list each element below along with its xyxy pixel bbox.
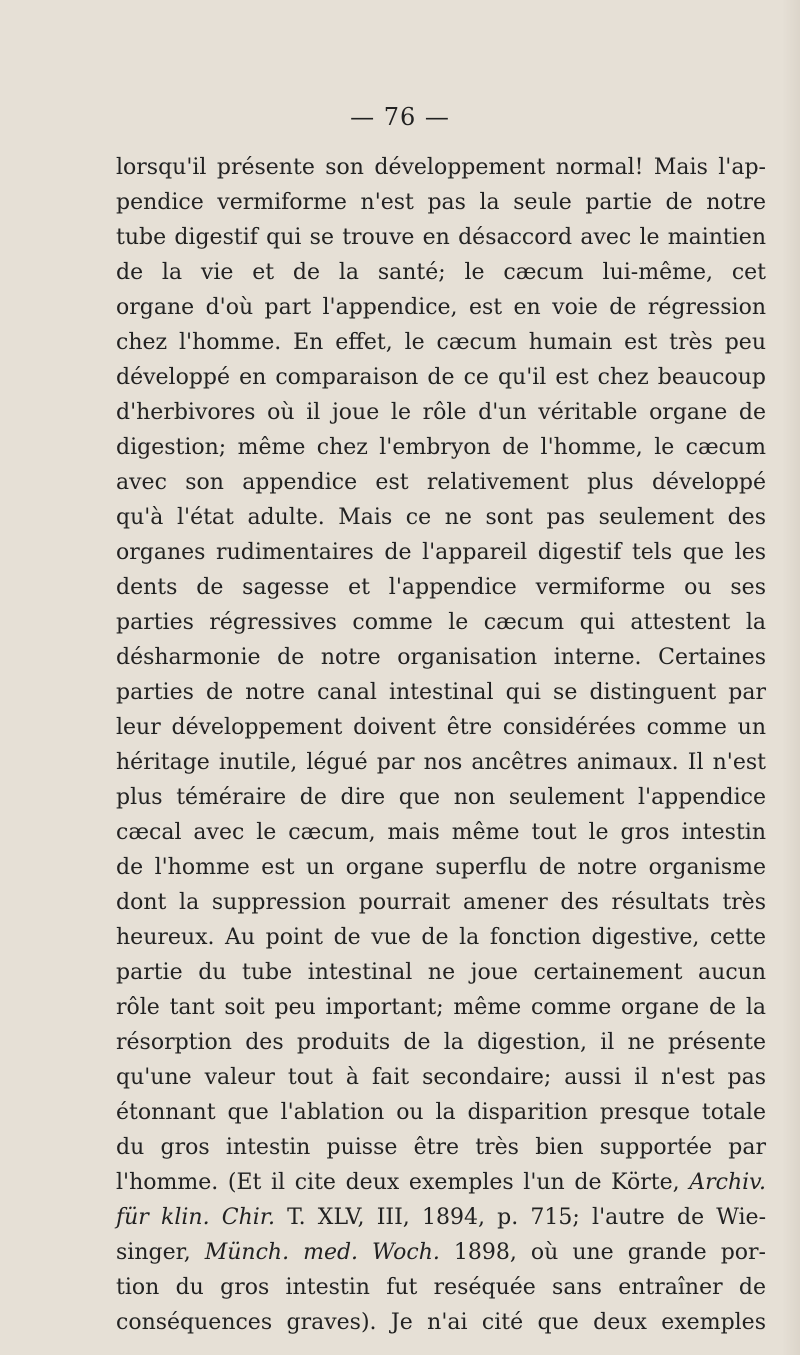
text-line-4: de la vie et de la santé; le cæcum lui-même, cet bbox=[116, 260, 766, 285]
text-line-34: conséquences graves). Je n'ai cité que deux exemples bbox=[116, 1310, 766, 1335]
text-line-12: organes rudimentaires de l'appareil digestif tels que les bbox=[116, 540, 766, 565]
text-line-11: qu'à l'état adulte. Mais ce ne sont pas seulement des bbox=[116, 505, 766, 530]
text-line-23: heureux. Au point de vue de la fonction digestive, cette bbox=[116, 925, 766, 950]
text-line-18: héritage inutile, légué par nos ancêtres animaux. Il n'est bbox=[116, 750, 766, 775]
text-line-6: chez l'homme. En effet, le cæcum humain est très peu bbox=[116, 330, 766, 355]
text-line-30 bbox=[116, 1165, 766, 1200]
text-line-14: parties régressives comme le cæcum qui attestent la bbox=[116, 610, 766, 635]
text-line-15: désharmonie de notre organisation interne. Certaines bbox=[116, 645, 766, 670]
journal-citation-munch-med-woch: Münch. med. Woch. bbox=[204, 1240, 440, 1265]
text-line-31 bbox=[116, 1200, 766, 1235]
text-line-29: du gros intestin puisse être très bien supportée par bbox=[116, 1135, 766, 1160]
text-line-28: étonnant que l'ablation ou la disparition presque totale bbox=[116, 1100, 766, 1125]
text-line-21: de l'homme est un organe superflu de notre organisme bbox=[116, 855, 766, 880]
text-line-32-part-a: singer, bbox=[116, 1240, 191, 1265]
text-line-17: leur développement doivent être considérées comme un bbox=[116, 715, 766, 740]
text-line-10: avec son appendice est relativement plus développé bbox=[116, 470, 766, 495]
text-line-31-part-b: T. XLV, III, 1894, p. 715; l'autre de Wie- bbox=[287, 1205, 767, 1230]
text-line-5: organe d'où part l'appendice, est en voie de régression bbox=[116, 295, 766, 320]
text-line-7: développé en comparaison de ce qu'il est chez beaucoup bbox=[116, 365, 766, 390]
text-line-8: d'herbivores où il joue le rôle d'un véritable organe de bbox=[116, 400, 766, 425]
text-line-30-part-a: l'homme. (Et il cite deux exemples l'un de Körte, bbox=[116, 1170, 680, 1195]
page-number: — 76 — bbox=[350, 103, 450, 131]
text-line-22: dont la suppression pourrait amener des résultats très bbox=[116, 890, 766, 915]
journal-citation-klin-chir: für klin. Chir. bbox=[116, 1205, 275, 1230]
text-line-9: digestion; même chez l'embryon de l'homme, le cæcum bbox=[116, 435, 766, 460]
text-line-16: parties de notre canal intestinal qui se distinguent par bbox=[116, 680, 766, 705]
text-line-27: qu'une valeur tout à fait secondaire; aussi il n'est pas bbox=[116, 1065, 766, 1090]
text-line-33: tion du gros intestin fut reséquée sans entraîner de bbox=[116, 1275, 766, 1300]
text-line-1: lorsqu'il présente son développement normal! Mais l'ap- bbox=[116, 155, 766, 180]
text-line-3: tube digestif qui se trouve en désaccord avec le maintien bbox=[116, 225, 766, 250]
text-line-32-part-c: 1898, où une grande por- bbox=[453, 1240, 766, 1265]
text-line-13: dents de sagesse et l'appendice vermiforme ou ses bbox=[116, 575, 766, 600]
text-line-19: plus téméraire de dire que non seulement l'appendice bbox=[116, 785, 766, 810]
text-line-26: résorption des produits de la digestion, il ne présente bbox=[116, 1030, 766, 1055]
text-line-24: partie du tube intestinal ne joue certainement aucun bbox=[116, 960, 766, 985]
text-line-20: cæcal avec le cæcum, mais même tout le gros intestin bbox=[116, 820, 766, 845]
text-line-25: rôle tant soit peu important; même comme organe de la bbox=[116, 995, 766, 1020]
journal-citation-archiv: Archiv. bbox=[689, 1170, 766, 1195]
body-text bbox=[116, 150, 766, 1340]
text-line-32 bbox=[116, 1235, 766, 1270]
page-edge-shadow bbox=[782, 0, 800, 1355]
text-line-2: pendice vermiforme n'est pas la seule partie de notre bbox=[116, 190, 766, 215]
